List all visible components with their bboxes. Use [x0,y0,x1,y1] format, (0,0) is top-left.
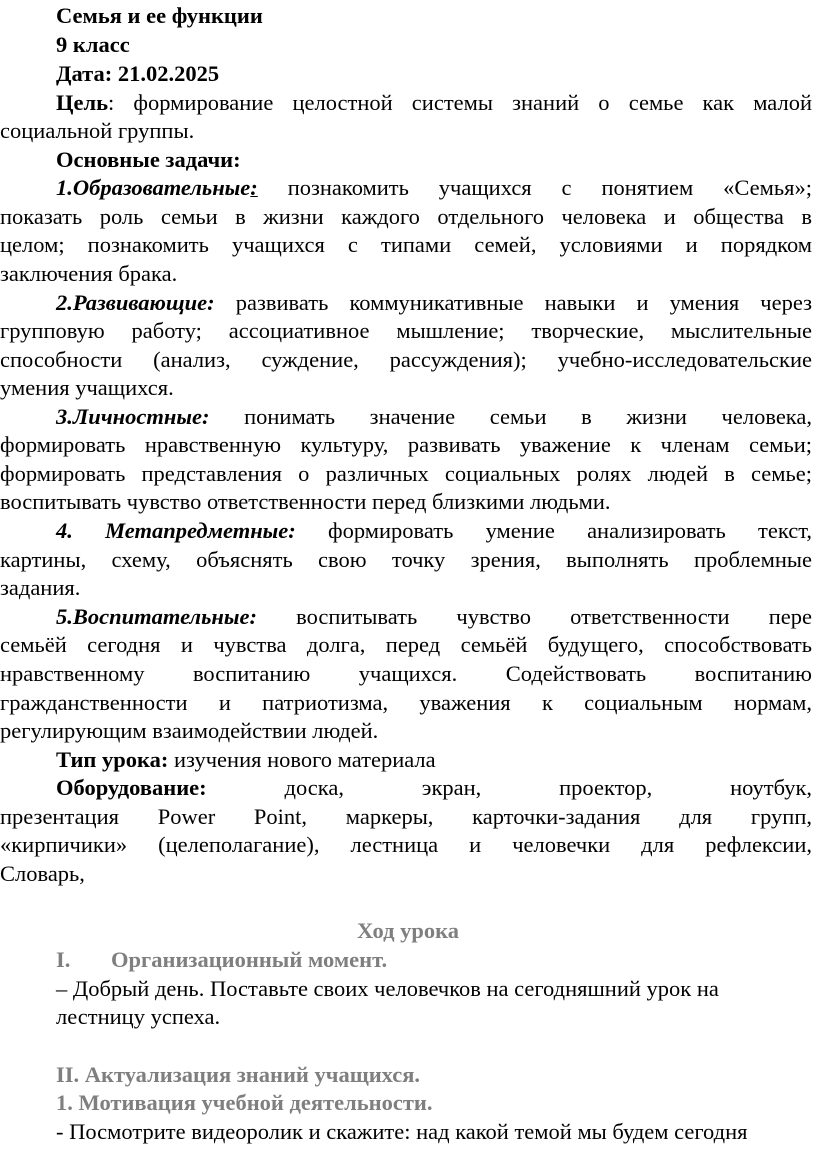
task-educational-line-2: показать роль семьи в жизни каждого отдельного человека и общества в [0,204,812,229]
task-metasubject-line-1: 4. Метапредметные: формировать умение анализировать текст, [56,518,812,543]
stage-1-text-line-2: лестницу успеха. [56,1004,221,1029]
task-personal-line-1: 3.Личностные: понимать значение семьи в жизни человека, [56,404,813,429]
equipment-label: Оборудование: [56,775,207,800]
task-upbringing-line-3: нравственному воспитанию учащихся. Содействовать воспитанию [0,661,812,686]
task-educational-label: 1.Образовательные [56,175,251,200]
grade-line: 9 класс [56,32,130,57]
task-developing-line-3: способности (анализ, суждение, рассуждения); учебно-исследовательские [0,347,812,372]
task-personal-line-4: воспитывать чувство ответственности перед близкими людьми. [0,489,611,514]
date-line: Дата: 21.02.2025 [56,61,220,86]
equipment-line-4: Словарь, [0,861,85,886]
task-upbringing-line-1: 5.Воспитательные: воспитывать чувство ответственности пере [56,604,812,629]
stage-2-subheading: 1. Мотивация учебной деятельности. [56,1090,433,1115]
goal-line-2: социальной группы. [0,118,195,143]
task-metasubject-line-3: задания. [0,575,81,600]
task-personal-line-3: формировать представления о различных социальных ролях людей в семье; [0,461,812,486]
lesson-type-line: Тип урока: изучения нового материала [56,747,436,772]
task-metasubject-line-2: картины, схему, объяснять свою точку зрения, выполнять проблемные [0,547,812,572]
task-developing-line-1: 2.Развивающие: развивать коммуникативные навыки и умения через [56,290,812,315]
lesson-title: Семья и ее функции [56,3,263,28]
task-personal-line-2: формировать нравственную культуру, развивать уважение к членам семьи; [0,432,812,457]
tasks-heading: Основные задачи: [56,147,241,172]
task-educational-line-3: целом; познакомить учащихся с типами семей, условиями и порядком [0,232,812,257]
stage-1-heading [0,946,812,974]
lesson-type-label: Тип урока: [56,747,169,772]
equipment-line-3: «кирпичики» (целеполагание), лестница и человечки для рефлексии, [0,832,812,857]
task-metasubject-label: 4. Метапредметные: [56,518,296,543]
stage-1-number: I. [56,947,71,972]
task-educational-line-4: заключения брака. [0,261,178,286]
task-personal-label: 3.Личностные: [56,404,210,429]
goal-label: Цель [56,90,109,115]
task-upbringing-line-5: регулирующим взаимодействии людей. [0,718,379,743]
task-developing-line-4: умения учащихся. [0,375,174,400]
stage-2-text-line: - Посмотрите видеоролик и скажите: над какой темой мы будем сегодня [56,1119,748,1144]
task-upbringing-line-4: гражданственности и патриотизма, уважения к социальным нормам, [0,690,812,715]
stage-1-text-line-1: – Добрый день. Поставьте своих человечков на сегодняшний урок на [56,976,719,1001]
task-developing-label: 2.Развивающие: [56,290,215,315]
equipment-line-1: Оборудование: доска, экран, проектор, ноутбук, [56,775,813,800]
equipment-line-2: презентация Power Point, маркеры, карточки-задания для групп, [0,804,812,829]
stage-2-heading: II. Актуализация знаний учащихся. [56,1062,421,1087]
task-upbringing-label: 5.Воспитательные: [56,604,257,629]
goal-line-1: Цель: формирование целостной системы знаний о семье как малой [56,90,812,115]
stage-1-title: Организационный момент. [111,947,388,972]
task-educational-line-1: 1.Образовательные: познакомить учащихся с понятием «Семья»; [56,175,812,200]
task-upbringing-line-2: семьёй сегодня и чувства долга, перед семьёй будущего, способствовать [0,632,812,657]
task-developing-line-2: групповую работу; ассоциативное мышление; творческие, мыслительные [0,318,812,343]
lesson-course-heading: Ход урока [356,918,460,943]
